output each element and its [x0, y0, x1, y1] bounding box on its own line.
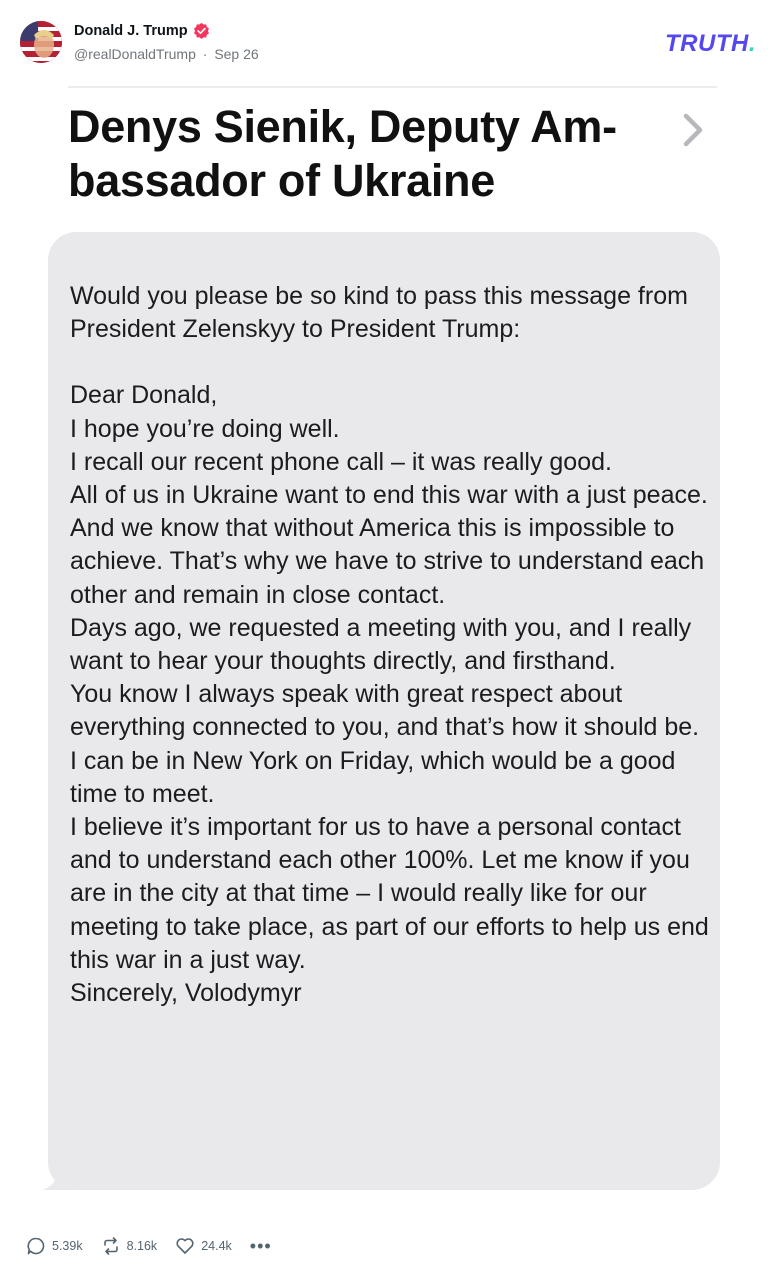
author-name[interactable]: Donald J. Trump	[74, 22, 188, 39]
divider	[68, 86, 717, 88]
more-options-icon[interactable]: •••	[249, 1236, 272, 1256]
message-line: Dear Donald,	[70, 381, 218, 410]
author-handle[interactable]: @realDonaldTrump	[74, 46, 196, 62]
retruth-count: 8.16k	[126, 1239, 158, 1253]
message-line: All of us in Ukraine want to end this war with a just peace. And we know that without America this is impossible to achieve. That’s why we have to strive to understand each other and remain in close contact.	[70, 481, 708, 609]
bubble-tail	[42, 1168, 72, 1190]
author-avatar[interactable]	[20, 21, 62, 63]
post-date[interactable]: Sep 26	[214, 46, 259, 62]
message-text	[70, 280, 710, 1010]
reply-icon	[26, 1236, 46, 1256]
like-count: 24.4k	[201, 1239, 232, 1253]
reply-button[interactable]	[26, 1236, 83, 1256]
author-meta	[74, 46, 259, 62]
message-line: Days ago, we requested a meeting with you, and I really want to hear your thoughts directly, and firsthand.	[70, 613, 692, 676]
message-line: You know I always speak with great respect about everything connected to you, and that’s how it should be. I can be in New York on Friday, which would be a good time to meet.	[70, 680, 700, 808]
message-line: I hope you’re doing well.	[70, 414, 340, 443]
message-line: I recall our recent phone call – it was really good.	[70, 447, 612, 476]
message-line: Sincerely, Volodymyr	[70, 979, 302, 1008]
message-line: Would you please be so kind to pass this message from President Zelenskyy to President Trump:	[70, 282, 688, 344]
truth-logo[interactable]	[665, 30, 756, 58]
attached-screenshot-image[interactable]	[42, 86, 735, 1212]
meta-separator: ·	[202, 46, 208, 62]
author-name-row	[74, 22, 210, 39]
retruth-icon	[101, 1236, 121, 1256]
contact-title: Denys Sienik, Deputy Am-bassador of Ukraine	[68, 101, 617, 206]
truth-logo-dot: .	[748, 30, 756, 57]
message-line: I believe it’s important for us to have a personal contact and to understand each other 100%. Let me know if you are in the city at that time – I would really like for our meeting to take place, as part of our efforts to help us end this war in a just way.	[70, 813, 709, 974]
reply-count: 5.39k	[52, 1239, 83, 1253]
truth-logo-text: TRUTH	[665, 30, 749, 57]
retruth-button[interactable]	[101, 1236, 158, 1256]
post-actions	[26, 1236, 290, 1256]
message-bubble	[48, 232, 720, 1190]
chevron-right-icon	[680, 110, 708, 150]
heart-icon	[175, 1236, 195, 1256]
verified-badge-icon	[193, 22, 210, 39]
like-button[interactable]	[175, 1236, 232, 1256]
message-gap	[70, 346, 710, 379]
